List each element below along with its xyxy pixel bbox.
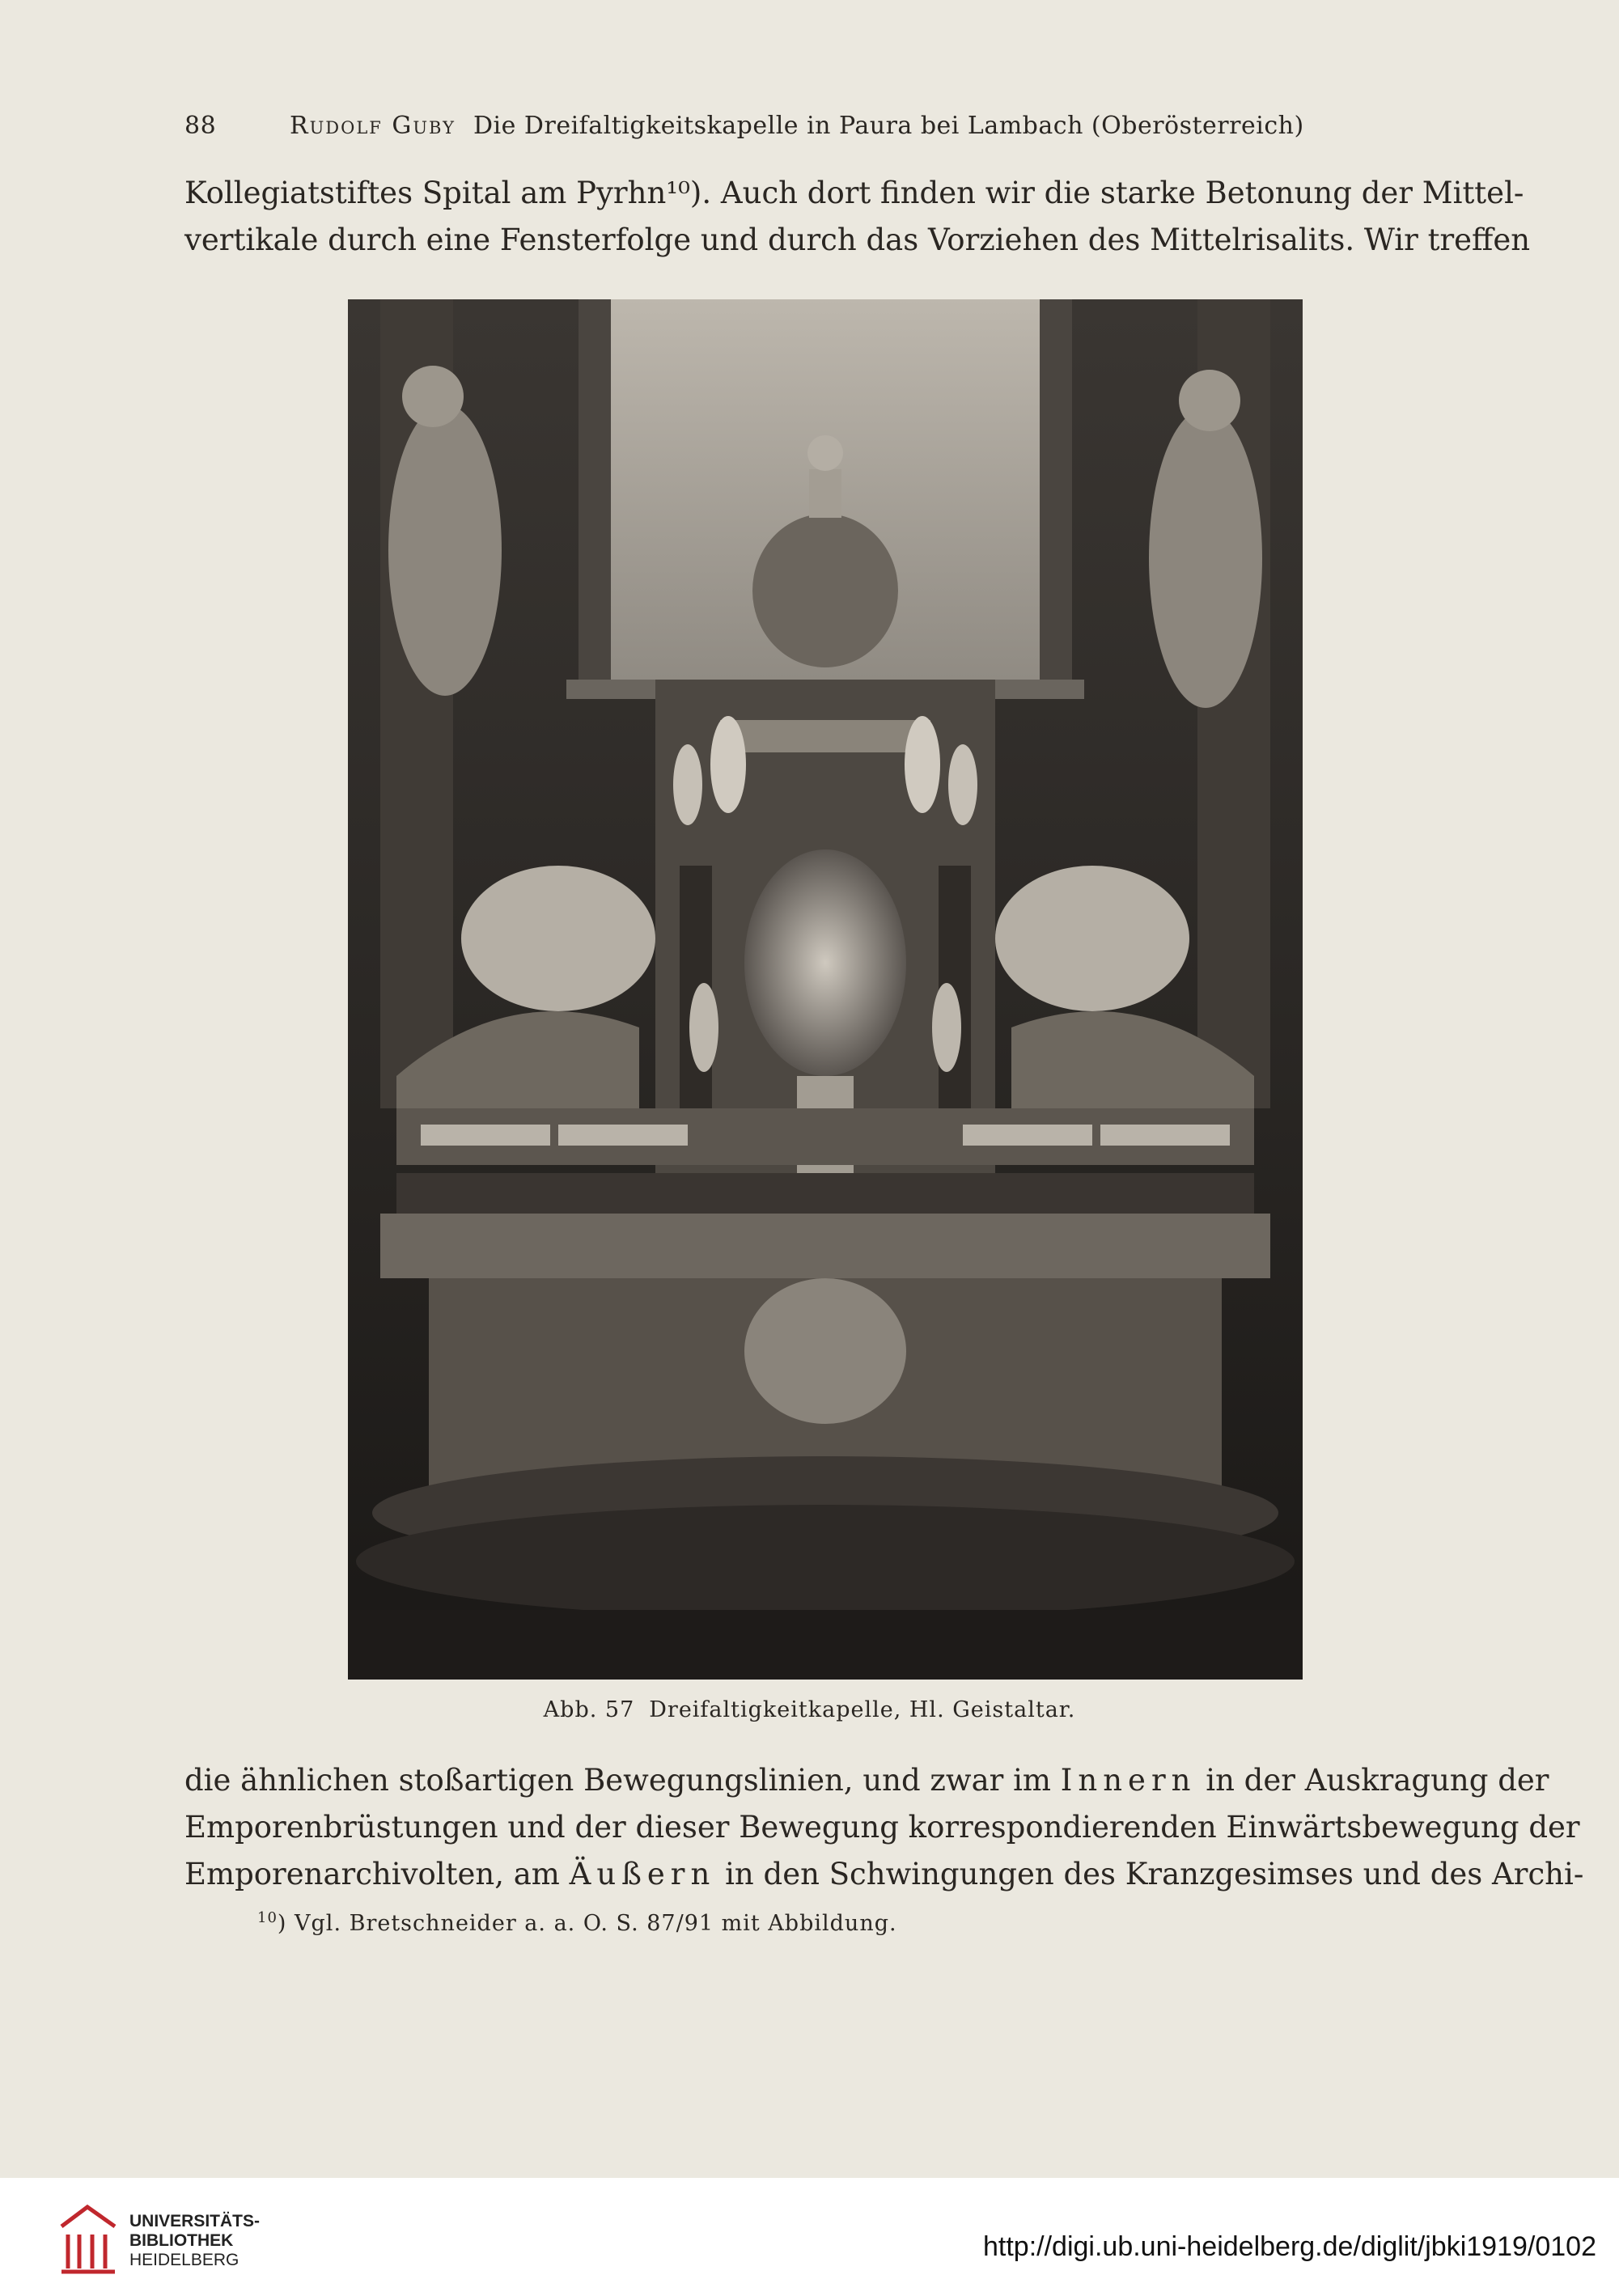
altar-photograph <box>348 299 1303 1680</box>
footnote <box>257 1909 897 1936</box>
running-head-author: Rudolf Guby <box>290 112 456 140</box>
emphasized-word: Äußern <box>569 1857 716 1891</box>
text-line: Emporenbrüstungen und der dieser Bewegung korrespondierenden Einwärtsbewegung der <box>184 1810 1580 1845</box>
figure-caption <box>0 1697 1619 1722</box>
running-head <box>184 112 1447 140</box>
text-line: vertikale durch eine Fensterfolge und durch das Vorziehen des Mittelrisalits. Wir treffen <box>184 222 1531 257</box>
page-number: 88 <box>184 112 217 140</box>
text-line <box>184 1851 1584 1898</box>
university-library-logo-icon <box>57 2202 120 2275</box>
text-line <box>184 1757 1549 1804</box>
figure-label: Abb. 57 <box>543 1697 635 1722</box>
footnote-marker: 10 <box>257 1909 278 1926</box>
text-segment: Emporenarchivolten, am <box>184 1857 560 1891</box>
figure-caption-text: Dreifaltigkeitkapelle, Hl. Geistaltar. <box>649 1697 1076 1722</box>
library-name-line: UNIVERSITÄTS- <box>129 2212 261 2230</box>
library-footer <box>0 2178 1619 2296</box>
emphasized-word: Innern <box>1060 1763 1197 1798</box>
library-name-line: BIBLIOTHEK <box>129 2231 234 2250</box>
footnote-text: ) Vgl. Bretschneider a. a. O. S. 87/91 mit Abbildung. <box>277 1911 897 1936</box>
text-segment: in den Schwingungen des Kranzgesimses und des Archi- <box>725 1857 1584 1891</box>
body-paragraph-top <box>184 170 1531 264</box>
library-name-line: HEIDELBERG <box>129 2251 239 2269</box>
altar-photo-illustration <box>348 299 1303 1680</box>
text-segment: die ähnlichen stoßartigen Bewegungslinien, und zwar im <box>184 1763 1052 1798</box>
library-name <box>129 2212 260 2270</box>
text-segment: in der Auskragung der <box>1206 1763 1549 1798</box>
text-line: Kollegiatstiftes Spital am Pyrhn¹⁰). Auch dort finden wir die starke Betonung der Mittel- <box>184 176 1524 210</box>
body-paragraph-bottom <box>184 1757 1584 1898</box>
running-head-title: Die Dreifaltigkeitskapelle in Paura bei Lambach (Oberösterreich) <box>473 112 1304 140</box>
document-url[interactable]: http://digi.ub.uni-heidelberg.de/diglit/jbki1919/0102 <box>983 2231 1596 2262</box>
